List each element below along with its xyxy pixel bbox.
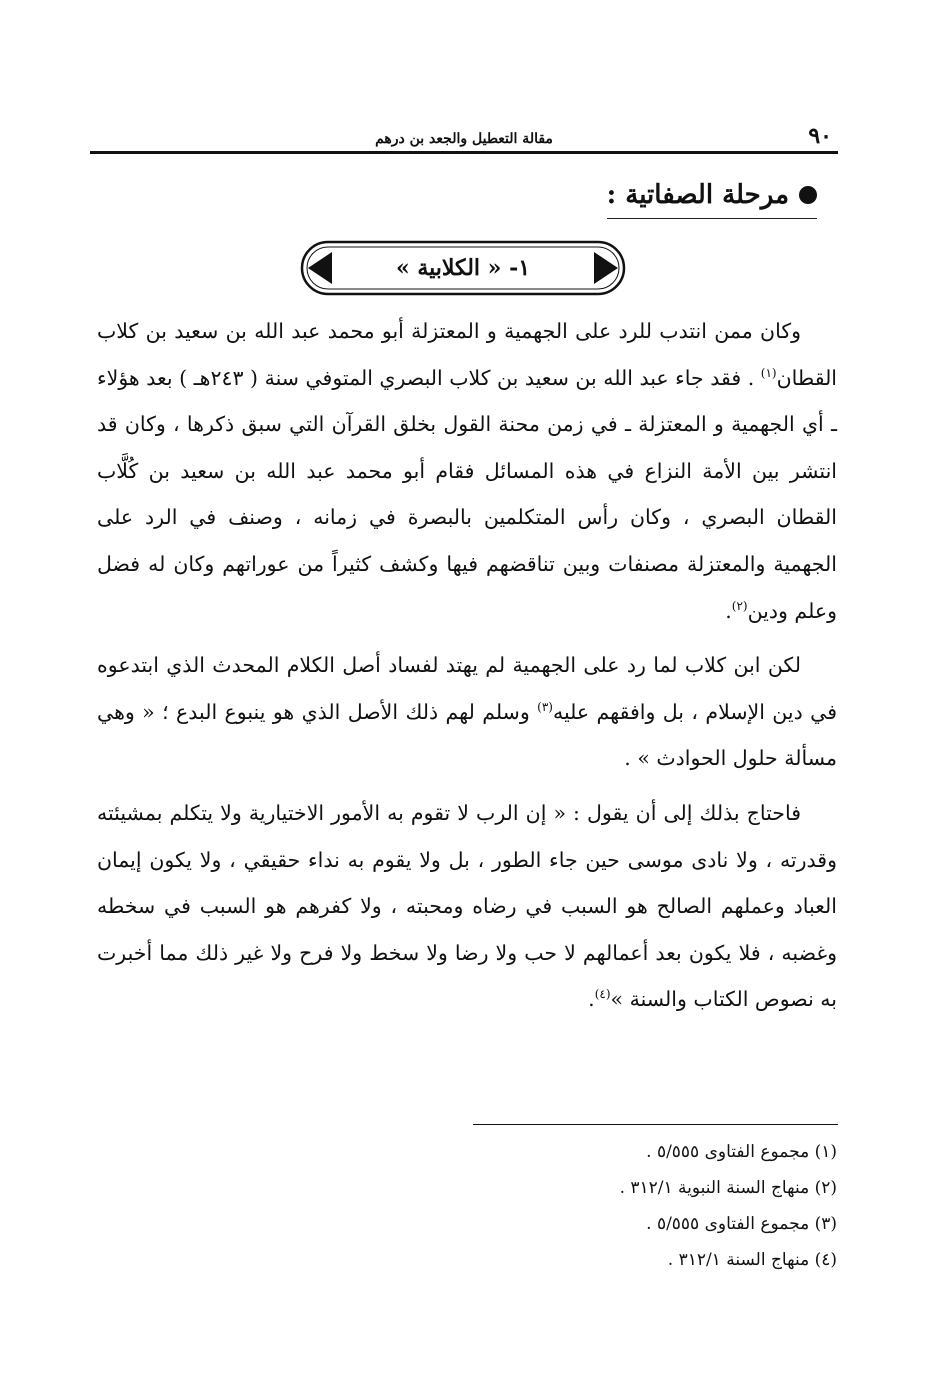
- page-number: ٩٠: [808, 123, 832, 149]
- footnote-item: (٤) منهاج السنة ٣١٢/١ .: [667, 1250, 837, 1270]
- body-text: [97, 308, 837, 1031]
- banner-label: ١- « الكلابية »: [395, 255, 531, 281]
- footnote-item: (١) مجموع الفتاوى ٥/٥٥٥ .: [646, 1142, 837, 1162]
- footnote-divider: [473, 1124, 838, 1125]
- footnote-item: (٣) مجموع الفتاوى ٥/٥٥٥ .: [646, 1214, 837, 1234]
- footnote-item: (٢) منهاج السنة النبوية ٣١٢/١ .: [619, 1178, 837, 1198]
- paragraph: لكن ابن كلاب لما رد على الجهمية لم يهتد لفساد أصل الكلام المحدث الذي ابتدعوه في دين الإسلام ، بل وافقهم عليه$^{(٣)}$ وسلم لهم ذلك الأصل الذي هو ينبوع البدع ؛ « وهي مسألة حلول الحوادث » .: [97, 653, 837, 771]
- running-header-title: مقالة التعطيل والجعد بن درهم: [375, 131, 553, 147]
- paragraph: وكان ممن انتدب للرد على الجهمية و المعتزلة أبو محمد عبد الله بن سعيد بن كلاب القطان$^{(١)}$ . فقد جاء عبد الله بن سعيد بن كلاب البصري المتوفي سنة ( ٢٤٣هـ ) بعد هؤلاء ـ أي الجهمية و المعتزلة ـ في زمن محنة القول بخلق القرآن التي سبق ذكرها ، وكان قد انتشر بين الأمة النزاع في هذه المسائل فقام أبو محمد عبد الله بن سعيد بن كُلَّاب القطان البصري ، وكان رأس المتكلمين بالبصرة في زمانه ، وصنف في الرد على الجهمية والمعتزلة مصنفات وبين تناقضهم فيها وكشف كثيراً من عوراتهم وكان له فضل وعلم ودين$^{(٢)}$.: [97, 319, 838, 623]
- bullet-icon: [799, 186, 817, 204]
- footnote-ref: (٣): [537, 699, 553, 714]
- footnote-ref: (٤): [594, 987, 611, 1002]
- section-heading-text: مرحلة الصفاتية :: [606, 180, 789, 210]
- chapter-banner: [298, 238, 628, 298]
- footnote-ref: (٢): [731, 598, 748, 613]
- footnote-ref: (١): [760, 365, 777, 380]
- paragraph: فاحتاج بذلك إلى أن يقول : « إن الرب لا تقوم به الأمور الاختيارية ولا يتكلم بمشيئته وقدرته ، ولا نادى موسى حين جاء الطور ، بل ولا يقوم به نداء حقيقي ، ولا يكون إيمان العباد وعملهم الصالح هو السبب في رضاه ومحبته ، ولا كفرهم هو السبب في سخطه وغضبه ، فلا يكون بعد أعمالهم لا حب ولا رضا ولا سخط ولا فرح ولا غير ذلك مما أخبرت به نصوص الكتاب والسنة »$^{(٤)}$.: [97, 800, 837, 1012]
- running-header: [90, 118, 838, 154]
- footnotes: [97, 1134, 837, 1278]
- section-heading: [607, 180, 817, 219]
